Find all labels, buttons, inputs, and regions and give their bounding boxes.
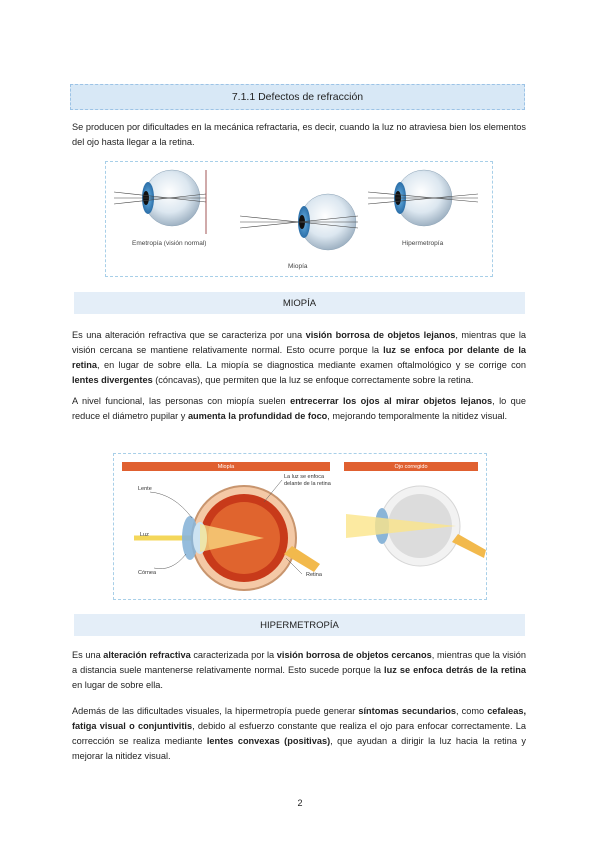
bold-run: síntomas secundarios <box>358 706 456 716</box>
text-run: , mientras que la visión a distancia suele mantenerse relativamente normal. Esto sucede porque la <box>72 650 527 675</box>
miopia-heading-text: MIOPÍA <box>282 297 317 309</box>
text-run: , debido al esfuerzo constante que realiza el ojo para enfocar correctamente. La corrección se realiza mediante <box>72 721 526 746</box>
bold-run: lentes convexas (positivas) <box>206 736 331 746</box>
refraction-figure <box>105 161 493 277</box>
bold-run: visión borrosa de objetos lejanos <box>305 330 456 340</box>
section-title <box>70 84 525 110</box>
hipermetropia-heading-text: HIPERMETROPÍA <box>260 619 339 631</box>
text-run: (cóncavas), que permiten que la luz se enfoque correctamente sobre la retina. <box>152 375 474 385</box>
caption-normal: Emetropía (visión normal) <box>132 240 207 247</box>
hipermetropia-paragraph-2 <box>72 704 526 764</box>
hyperopia-eye <box>368 170 478 226</box>
caption-hyperopia: Hipermetropía <box>402 240 444 247</box>
bold-run: aumenta la profundidad de foco <box>187 411 328 421</box>
label-retina: Retina <box>306 572 322 578</box>
hipermetropia-paragraph-1 <box>72 648 526 693</box>
hipermetropia-heading <box>74 614 525 636</box>
text-run: , como <box>455 706 488 716</box>
bold-run: lentes divergentes <box>72 375 153 385</box>
miopia-paragraph-2 <box>72 394 526 424</box>
normal-eye <box>114 170 206 234</box>
bold-run: cefaleas, fatiga visual o conjuntivitis <box>72 706 527 731</box>
text-run: , mejorando temporalmente la nitidez visual. <box>327 411 508 421</box>
label-luz: Luz <box>140 532 149 538</box>
bold-run: luz se enfoca detrás de la retina <box>384 665 526 675</box>
text-run: Es una <box>72 650 104 660</box>
corrected-eye-section <box>346 486 486 566</box>
text-run: , en lugar de sobre ella. La miopía se diagnostica mediante examen oftalmológico y se corrige con <box>97 360 526 370</box>
label-focus: La luz se enfoca delante de la retina <box>284 474 331 487</box>
bold-run: luz se enfoca por delante de la retina <box>72 345 526 370</box>
intro-paragraph <box>72 120 526 150</box>
section-title-text: 7.1.1 Defectos de refracción <box>231 91 364 103</box>
text-run: Es una alteración refractiva que se caracteriza por una <box>72 330 306 340</box>
text-run: , lo que reduce el diámetro pupilar y <box>72 396 526 421</box>
myopia-anatomy-figure <box>113 453 487 600</box>
page-number: 2 <box>297 798 303 808</box>
myopia-bar-label: Miopía <box>217 463 235 470</box>
caption-myopia: Miopía <box>288 263 308 270</box>
refraction-diagram <box>106 162 494 278</box>
miopia-heading <box>74 292 525 314</box>
corrected-bar-label: Ojo corregido <box>394 463 428 470</box>
label-lente: Lente <box>138 486 152 492</box>
text-run: , que ayudan a dirigir la luz hacia la retina y mejorar la nitidez visual. <box>72 736 526 761</box>
myopic-eye-section <box>134 486 320 590</box>
label-cornea: Córnea <box>138 570 157 576</box>
bold-run: entrecerrar los ojos al mirar objetos lejanos <box>290 396 493 406</box>
text-run: , mientras que la visión cercana se mantiene relativamente normal. Esto ocurre porque la <box>72 330 527 355</box>
text-run: Además de las dificultades visuales, la hipermetropía puede generar <box>72 706 359 716</box>
miopia-paragraph-1 <box>72 328 526 388</box>
myopia-eye <box>240 194 358 250</box>
text-run: A nivel funcional, las personas con miopía suelen <box>72 396 291 406</box>
text-run: en lugar de sobre ella. <box>72 680 163 690</box>
bold-run: alteración refractiva <box>103 650 191 660</box>
bold-run: visión borrosa de objetos cercanos <box>276 650 432 660</box>
text-run: caracterizada por la <box>190 650 277 660</box>
intro-text: Se producen por dificultades en la mecánica refractaria, es decir, cuando la luz no atraviesa bien los elementos del ojo hasta llegar a la retina. <box>72 122 526 147</box>
